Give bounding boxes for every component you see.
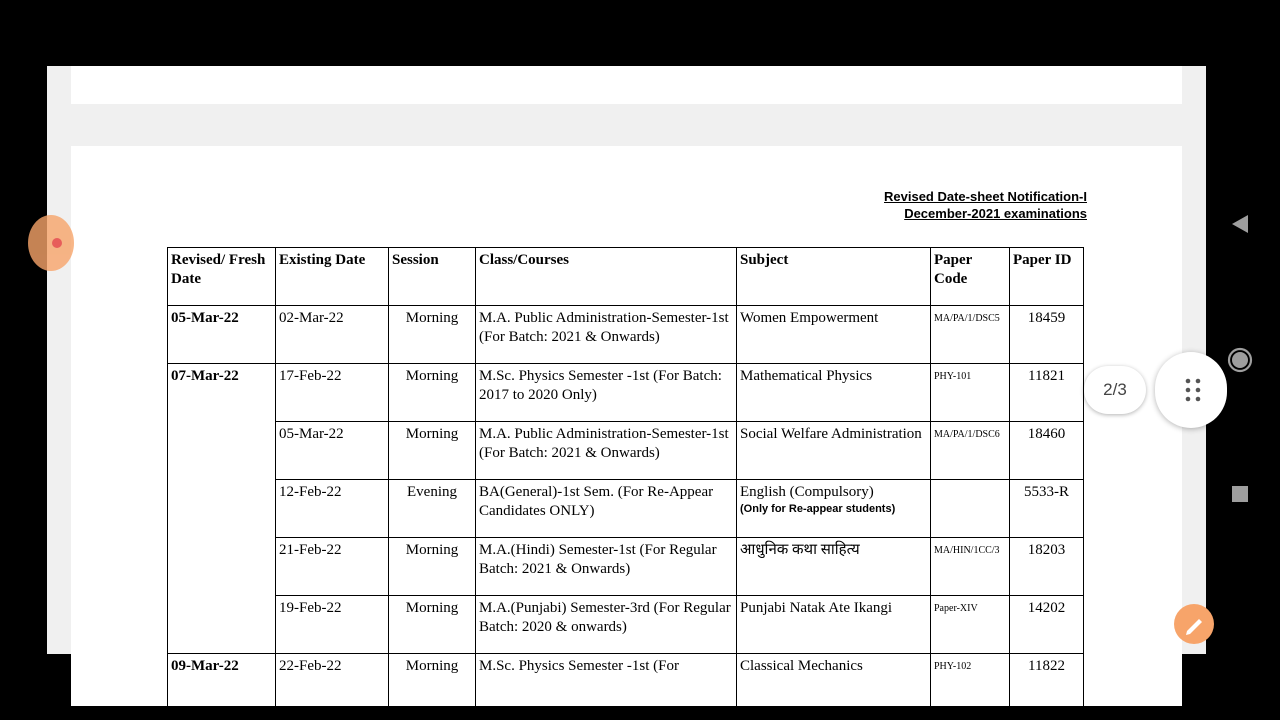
subject-cell (737, 596, 931, 654)
subject-text: Punjabi Natak Ate Ikangi (740, 600, 893, 616)
paper-code-cell: MA/PA/1/DSC5 (931, 306, 1010, 364)
paper-code-cell: PHY-101 (931, 364, 1010, 422)
paper-id-cell: 18460 (1010, 422, 1084, 480)
edit-button[interactable] (1174, 604, 1214, 644)
session-cell: Morning (389, 364, 476, 422)
heading-line-1: Revised Date-sheet Notification-I (884, 189, 1087, 204)
circle-home-icon (1227, 347, 1253, 373)
paper-id-cell: 11821 (1010, 364, 1084, 422)
session-cell: Morning (389, 422, 476, 480)
home-button[interactable] (1222, 342, 1258, 378)
subject-cell (737, 306, 931, 364)
pdf-page-2 (71, 146, 1182, 706)
heading-line-2: December-2021 examinations (904, 206, 1087, 221)
menu-button[interactable] (1155, 352, 1227, 428)
subject-text: Mathematical Physics (740, 368, 873, 384)
paper-code-cell: Paper-XIV (931, 596, 1010, 654)
subject-note: (Only for Re-appear students) (740, 503, 896, 515)
paper-id-cell: 14202 (1010, 596, 1084, 654)
recording-indicator[interactable] (28, 215, 74, 271)
course-cell: M.A. Public Administration-Semester-1st (For Batch: 2021 & Onwards) (476, 422, 737, 480)
col-header-existing-date: Existing Date (276, 248, 389, 306)
paper-code-cell: MA/PA/1/DSC6 (931, 422, 1010, 480)
course-cell: M.Sc. Physics Semester -1st (For (476, 654, 737, 712)
document-heading (884, 188, 1087, 222)
subject-cell (737, 364, 931, 422)
page-counter: 2/3 (1084, 366, 1146, 414)
recent-apps-button[interactable] (1222, 476, 1258, 512)
subject-cell (737, 654, 931, 712)
course-cell: M.A.(Punjabi) Semester-3rd (For Regular Batch: 2020 & onwards) (476, 596, 737, 654)
subject-text: Women Empowerment (740, 310, 879, 326)
col-header-revised-date: Revised/ Fresh Date (168, 248, 276, 306)
subject-cell (737, 422, 931, 480)
table-row (168, 538, 1084, 596)
existing-date-cell: 05-Mar-22 (276, 422, 389, 480)
pencil-icon (1174, 604, 1214, 644)
paper-code-cell: MA/HIN/1CC/3 (931, 538, 1010, 596)
subject-text: आधुनिक कथा साहित्य (740, 542, 860, 558)
paper-code-cell (931, 480, 1010, 538)
subject-cell (737, 538, 931, 596)
pdf-page-1 (71, 66, 1182, 104)
existing-date-cell: 22-Feb-22 (276, 654, 389, 712)
paper-id-cell: 5533-R (1010, 480, 1084, 538)
session-cell: Morning (389, 654, 476, 712)
existing-date-cell: 21-Feb-22 (276, 538, 389, 596)
col-header-class-courses: Class/Courses (476, 248, 737, 306)
subject-cell (737, 480, 931, 538)
table-row (168, 306, 1084, 364)
date-sheet-table (167, 247, 1084, 712)
table-row (168, 480, 1084, 538)
subject-text: Social Welfare Administration (740, 426, 922, 442)
paper-code-cell: PHY-102 (931, 654, 1010, 712)
session-cell: Morning (389, 596, 476, 654)
revised-date-cell: 07-Mar-22 (168, 364, 276, 654)
revised-date-cell: 05-Mar-22 (168, 306, 276, 364)
col-header-paper-id: Paper ID (1010, 248, 1084, 306)
col-header-paper-code: Paper Code (931, 248, 1010, 306)
table-header-row (168, 248, 1084, 306)
existing-date-cell: 17-Feb-22 (276, 364, 389, 422)
pdf-viewer[interactable] (47, 66, 1206, 674)
existing-date-cell: 19-Feb-22 (276, 596, 389, 654)
table-row (168, 364, 1084, 422)
course-cell: M.A. Public Administration-Semester-1st (For Batch: 2021 & Onwards) (476, 306, 737, 364)
table-row (168, 422, 1084, 480)
revised-date-cell: 09-Mar-22 (168, 654, 276, 712)
paper-id-cell: 18203 (1010, 538, 1084, 596)
subject-text: English (Compulsory) (740, 484, 874, 500)
grid-dots-icon (1185, 378, 1201, 402)
table-row (168, 654, 1084, 712)
table-row (168, 596, 1084, 654)
existing-date-cell: 12-Feb-22 (276, 480, 389, 538)
paper-id-cell: 18459 (1010, 306, 1084, 364)
triangle-back-icon (1231, 214, 1249, 234)
back-button[interactable] (1222, 206, 1258, 242)
existing-date-cell: 02-Mar-22 (276, 306, 389, 364)
session-cell: Evening (389, 480, 476, 538)
session-cell: Morning (389, 538, 476, 596)
paper-id-cell: 11822 (1010, 654, 1084, 712)
course-cell: M.A.(Hindi) Semester-1st (For Regular Batch: 2021 & Onwards) (476, 538, 737, 596)
col-header-subject: Subject (737, 248, 931, 306)
session-cell: Morning (389, 306, 476, 364)
square-recent-icon (1231, 485, 1249, 503)
course-cell: M.Sc. Physics Semester -1st (For Batch: 2017 to 2020 Only) (476, 364, 737, 422)
course-cell: BA(General)-1st Sem. (For Re-Appear Candidates ONLY) (476, 480, 737, 538)
subject-text: Classical Mechanics (740, 658, 863, 674)
col-header-session: Session (389, 248, 476, 306)
